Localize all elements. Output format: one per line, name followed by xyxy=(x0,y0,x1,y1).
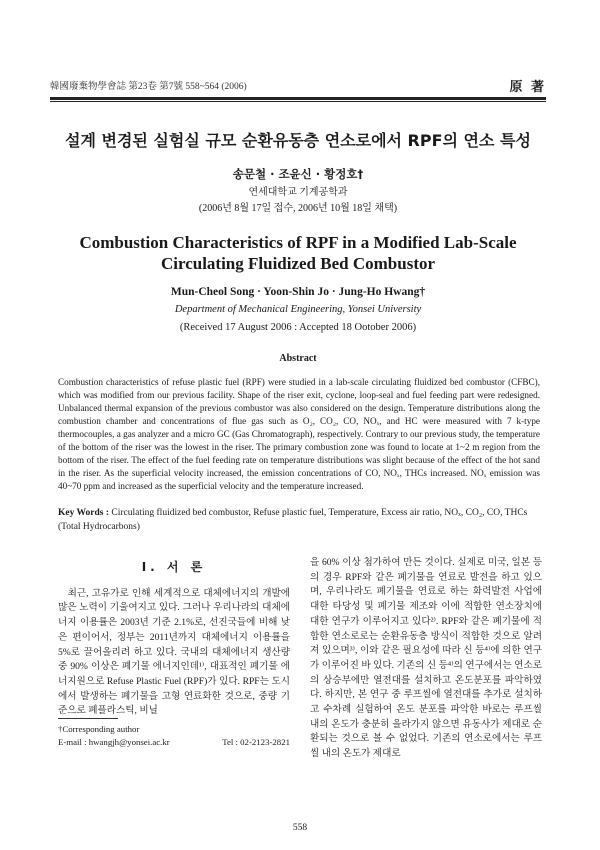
running-header xyxy=(50,76,546,96)
english-title-line2: Circulating Fluidized Bed Combustor xyxy=(160,254,436,273)
english-title-line1: Combustion Characteristics of RPF in a Modified Lab-Scale xyxy=(79,233,517,252)
english-title xyxy=(50,232,546,274)
journal-citation: 韓國廢棄物學會誌 第23卷 第7號 558~564 (2006) xyxy=(50,82,247,92)
korean-affiliation: 연세대학교 기계공학과 xyxy=(248,187,348,198)
body-column-left xyxy=(58,560,290,719)
body-column-right xyxy=(310,556,542,762)
contact-line xyxy=(58,736,290,749)
keywords-text: Circulating fluidized bed combustor, Refuse plastic fuel, Temperature, Excess air ratio, NOₓ, CO₂, CO, THCs (Total Hydrocarbons) xyxy=(58,508,528,532)
page-number: 558 xyxy=(292,823,308,833)
body-paragraph-right: 을 60% 이상 첨가하여 만든 것이다. 실제로 미국, 일본 등의 경우 RPF와 같은 폐기물을 연료로 발전을 하고 있으며, 우리나라도 폐기물을 연료로 하는 화력발전 사업에 대한 타당성 및 폐기물 제조와 이에 적합한 연소장치에 대한 연구가 이루어지고 있다²⁾. RPF와 같은 폐기물에 적합한 연소로로는 순환유동층 방식이 적합한 것으로 알려져 있으며³⁾, 이와 같은 필요성에 따라 신 등⁴⁾에 의한 연구가 이루어진 바 있다. 기존의 신 등⁴⁾의 연구에서는 연소로의 상승부에만 열전대를 설치하고 온도분포를 파악하였다. 하지만, 본 연구 중 루프씰에 열전대를 추가로 설치하고 수차례 실험하여 온도 분포를 파악한 바로는 루프씰 내의 온도가 충분히 올라가지 않으면 유동사가 제대로 순환되는 것으로 볼 수 없었다. 기존의 연소로에서는 루프씰 내의 온도가 제대로 xyxy=(310,557,542,760)
keywords xyxy=(58,506,540,534)
keywords-label: Key Words : xyxy=(58,508,110,518)
article-type-label: 原 著 xyxy=(509,80,546,95)
english-authors: Mun-Cheol Song · Yoon-Shin Jo · Jung-Ho Hwang† xyxy=(170,286,426,298)
korean-title: 설계 변경된 실험실 규모 순환유동층 연소로에서 RPF의 연소 특성 xyxy=(65,131,531,150)
abstract-text: Combustion characteristics of refuse plastic fuel (RPF) were studied in a lab-scale circulating fluidized bed combustor (CFBC), which was modified from our previous facility. Shape of the riser exit, cyclone, loop-seal and fuel feeding part were redesigned. Unbalanced thermal expansion of the previous combustor was also considered on the design. Temperature distributions along the combustion chamber and concentrations of flue gas such as O₂, CO₂, CO, NOₓ, and HC were measured with 7 k-type thermocouples, a gas analyzer and a micro GC (Gas Chromatograph), respectively. Contrary to our previous study, the temperature of the bottom of the riser was the lowest in the riser. The primary combustion zone was found to locate at 1~2 m region from the bottom of the riser. The effect of the fuel feeding rate on temperature distributions was slight because of the effect of the hot sand in the riser. As the superficial velocity increased, the emission concentrations of CO, NOₓ, THCs increased. NOₓ emission was 40~70 ppm and increased as the superficial velocity and the temperature increased. xyxy=(58,377,540,491)
body-paragraph-left: 최근, 고유가로 인해 세계적으로 대체에너지의 개발에 많은 노력이 기울여지고 있다. 그러나 우리나라의 대체에너지 이용률은 2003년 기준 2.1%로, 선진국들에 비해 낮은 편이어서, 정부는 2011년까지 대체에너지 이용률을 5%로 끌어올리려 하고 있다. 국내의 대체에너지 생산량 중 90% 이상은 폐기물 에너지인데¹⁾, 대표적인 폐기물 에너지원으로 Refuse Plastic Fuel (RPF)가 있다. RPF는 도시에서 발생하는 폐기물을 고형 연료화한 것으로, 중량 기준으로 폐플라스틱, 비닐 xyxy=(58,587,290,717)
corresponding-author-label: †Corresponding author xyxy=(58,724,140,734)
author-email: E-mail : hwangjh@yonsei.ac.kr xyxy=(58,737,170,747)
footnote-rule xyxy=(58,718,118,719)
section-title-introduction: I. 서 론 xyxy=(141,560,207,574)
english-dates: (Received 17 August 2006 : Accepted 18 Ootober 2006) xyxy=(179,322,417,333)
header-rule-thick xyxy=(50,97,546,100)
author-phone: Tel : 02-2123-2821 xyxy=(222,737,290,747)
header-rule-thin xyxy=(50,101,546,102)
english-affiliation: Department of Mechanical Engineering, Yonsei University xyxy=(174,304,422,315)
abstract-heading: Abstract xyxy=(279,353,317,364)
footnote xyxy=(58,718,290,749)
korean-authors: 송문철 · 조윤신 · 황정호† xyxy=(232,167,364,181)
korean-dates: (2006년 8월 17일 접수, 2006년 10월 18일 채택) xyxy=(198,203,398,214)
